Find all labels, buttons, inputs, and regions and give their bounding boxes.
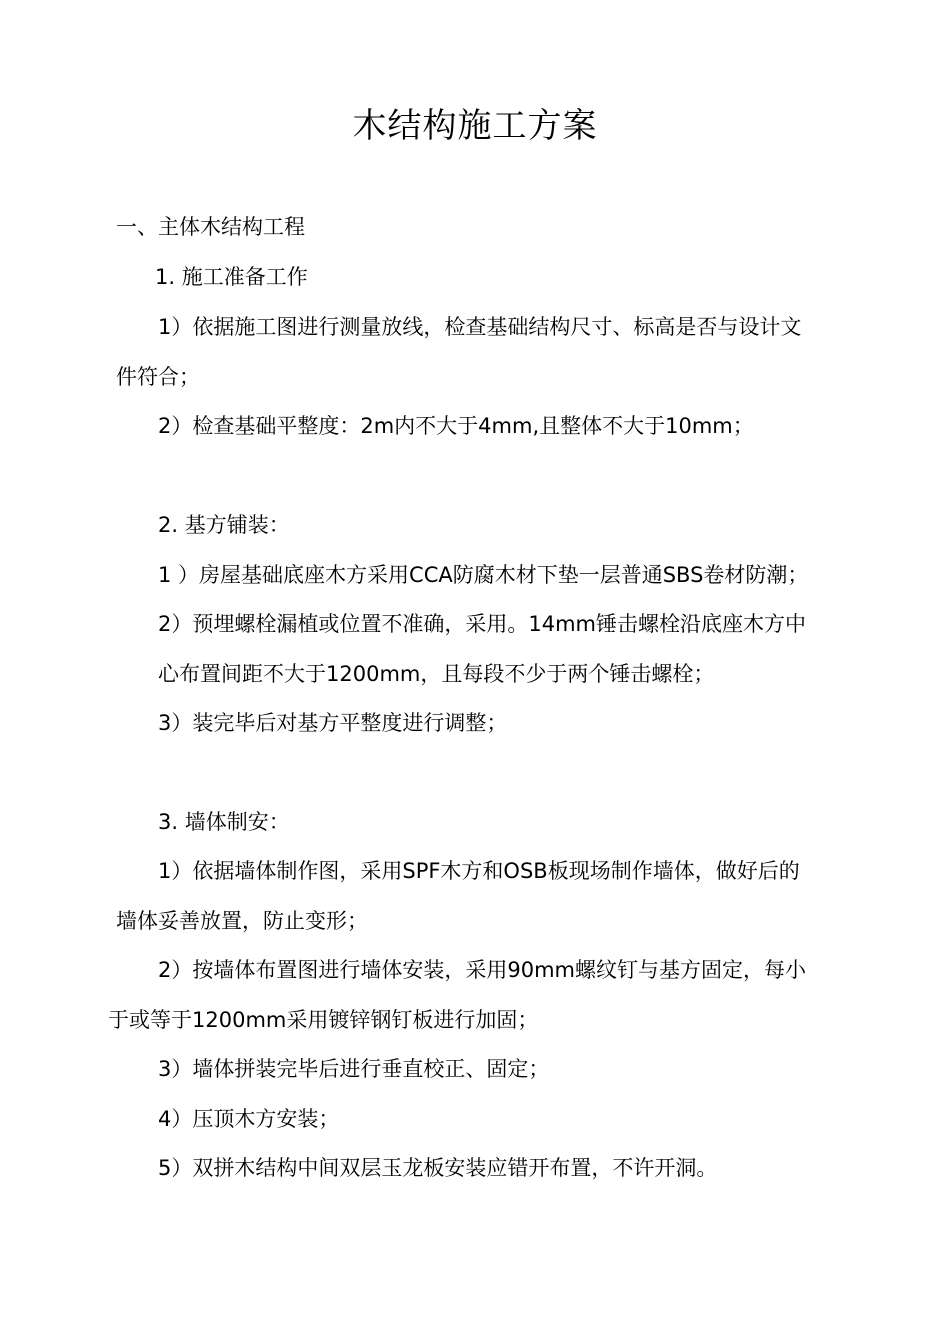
paragraph-line: 心布置间距不大于1200mm，且每段不少于两个锤击螺栓； <box>158 662 715 686</box>
paragraph-line: 5）双拼木结构中间双层玉龙板安装应错开布置，不许开洞。 <box>158 1156 718 1180</box>
paragraph-line: 件符合； <box>116 365 200 389</box>
paragraph-line: 1）依据施工图进行测量放线，检查基础结构尺寸、标高是否与设计文 <box>158 315 802 339</box>
paragraph-line: 2）预埋螺栓漏植或位置不准确，采用。14mm锤击螺栓沿底座木方中 <box>158 612 806 636</box>
section-heading-main-structure: 一、主体木结构工程 <box>116 215 305 239</box>
subsection-heading-base-laying: 2. 基方铺装： <box>158 513 290 537</box>
paragraph-line: 1 ）房屋基础底座木方采用CCA防腐木材下垫一层普通SBS卷材防潮； <box>158 563 809 587</box>
subsection-heading-preparation: 1. 施工准备工作 <box>155 265 308 289</box>
paragraph-line: 于或等于1200mm采用镀锌钢钉板进行加固； <box>108 1008 539 1032</box>
paragraph-line: 2）按墙体布置图进行墙体安装，采用90mm螺纹钉与基方固定，每小 <box>158 958 806 982</box>
paragraph-line: 1）依据墙体制作图，采用SPF木方和OSB板现场制作墙体，做好后的 <box>158 859 800 883</box>
paragraph-line: 3）装完毕后对基方平整度进行调整； <box>158 711 508 735</box>
paragraph-line: 4）压顶木方安装； <box>158 1107 340 1131</box>
paragraph-line: 3）墙体拼装完毕后进行垂直校正、固定； <box>158 1057 550 1081</box>
document-title: 木结构施工方案 <box>352 106 598 146</box>
subsection-heading-wall-install: 3. 墙体制安： <box>158 810 290 834</box>
paragraph-line: 墙体妥善放置，防止变形； <box>116 909 368 933</box>
paragraph-line: 2）检查基础平整度：2m内不大于4mm,且整体不大于10mm； <box>158 414 754 438</box>
